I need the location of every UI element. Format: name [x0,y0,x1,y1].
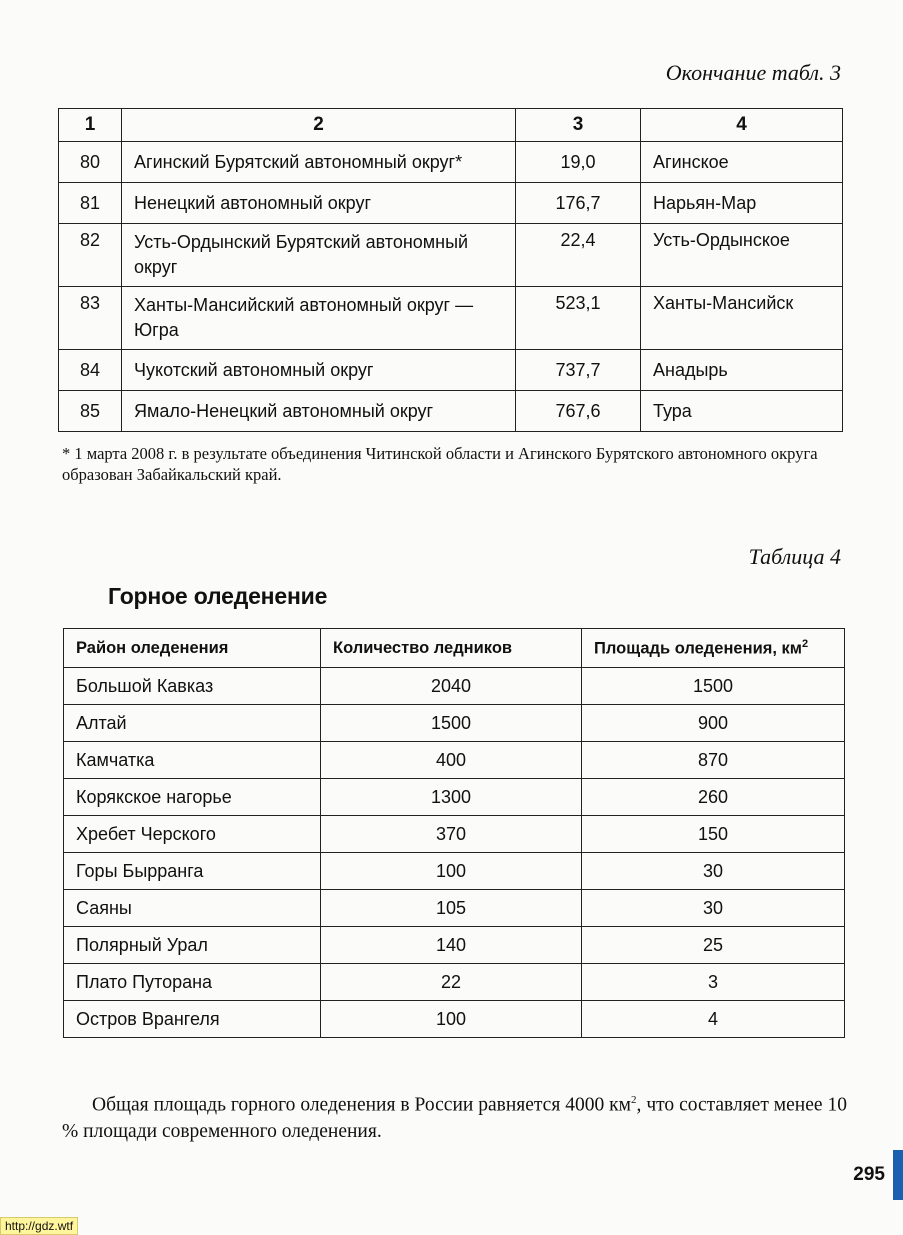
table-row [64,1001,845,1038]
column-header: 3 [516,109,641,142]
region-name: Агинский Бурятский автономный округ* [122,142,516,183]
region-name: Ямало-Ненецкий автономный округ [122,391,516,432]
region-cell: Плато Путорана [64,964,321,1001]
glaciation-table [63,628,845,1038]
area-cell: 3 [582,964,845,1001]
table-row [59,142,843,183]
count-cell: 1300 [321,779,582,816]
region-cell: Алтай [64,705,321,742]
table-row [64,890,845,927]
region-cell: Полярный Урал [64,927,321,964]
region-area: 767,6 [516,391,641,432]
count-cell: 370 [321,816,582,853]
count-cell: 2040 [321,668,582,705]
region-cell: Хребет Черского [64,816,321,853]
row-number: 84 [59,350,122,391]
table-row [64,742,845,779]
count-cell: 400 [321,742,582,779]
table-row [64,668,845,705]
row-number: 85 [59,391,122,432]
row-number: 82 [59,224,122,287]
count-cell: 100 [321,853,582,890]
admin-center: Агинское [641,142,843,183]
table-row [64,964,845,1001]
region-area: 523,1 [516,287,641,350]
count-cell: 22 [321,964,582,1001]
region-area: 19,0 [516,142,641,183]
column-header: 4 [641,109,843,142]
column-header: 1 [59,109,122,142]
table-continuation-caption: Окончание табл. 3 [665,60,841,85]
column-header: 2 [122,109,516,142]
table-row [59,183,843,224]
region-cell: Саяны [64,890,321,927]
region-cell: Остров Врангеля [64,1001,321,1038]
table-row [64,816,845,853]
page-number: 295 [853,1164,885,1185]
area-cell: 25 [582,927,845,964]
region-name: Ненецкий автономный округ [122,183,516,224]
region-name: Ханты-Мансийский автономный округ — Югра [122,287,516,350]
area-cell: 150 [582,816,845,853]
table-row [59,350,843,391]
table-row [59,287,843,350]
table-row [64,853,845,890]
admin-center: Тура [641,391,843,432]
table-row [59,391,843,432]
footnote: * 1 марта 2008 г. в результате объединения Читинской области и Агинского Бурятского автономного округа образован Забайкальский край. [62,444,818,484]
count-cell: 100 [321,1001,582,1038]
count-cell: 1500 [321,705,582,742]
page-edge-marker [893,1150,903,1200]
count-cell: 105 [321,890,582,927]
table-row [64,927,845,964]
region-area: 737,7 [516,350,641,391]
area-cell: 30 [582,853,845,890]
table-title: Горное оледенение [108,583,328,609]
table-row [59,224,843,287]
summary-paragraph: Общая площадь горного оледенения в России равняется 4000 $км^2$, что составляет менее 10 % площади современного оледенения. [62,1093,847,1142]
row-number: 81 [59,183,122,224]
region-cell: Горы Бырранга [64,853,321,890]
region-name: Чукотский автономный округ [122,350,516,391]
row-number: 80 [59,142,122,183]
region-area: 22,4 [516,224,641,287]
table-header-row [59,109,843,142]
table-header-row [64,629,845,668]
table-row [64,705,845,742]
admin-center: Нарьян-Мар [641,183,843,224]
region-name: Усть-Ордынский Бурятский автономный округ [122,224,516,287]
column-header-area: Площадь оледенения, $км^2$ [582,629,845,668]
area-cell: 870 [582,742,845,779]
area-cell: 30 [582,890,845,927]
area-cell: 900 [582,705,845,742]
area-cell: 4 [582,1001,845,1038]
admin-center: Усть-Ордынское [641,224,843,287]
admin-center: Анадырь [641,350,843,391]
column-header-region: Район оледенения [64,629,321,668]
region-cell: Камчатка [64,742,321,779]
regions-table [58,108,843,432]
count-cell: 140 [321,927,582,964]
admin-center: Ханты-Мансийск [641,287,843,350]
area-cell: 1500 [582,668,845,705]
region-cell: Корякское нагорье [64,779,321,816]
region-cell: Большой Кавказ [64,668,321,705]
row-number: 83 [59,287,122,350]
column-header-count: Количество ледников [321,629,582,668]
table-row [64,779,845,816]
table-caption: Таблица 4 [748,544,841,569]
area-cell: 260 [582,779,845,816]
watermark-link[interactable]: http://gdz.wtf [0,1217,78,1235]
region-area: 176,7 [516,183,641,224]
